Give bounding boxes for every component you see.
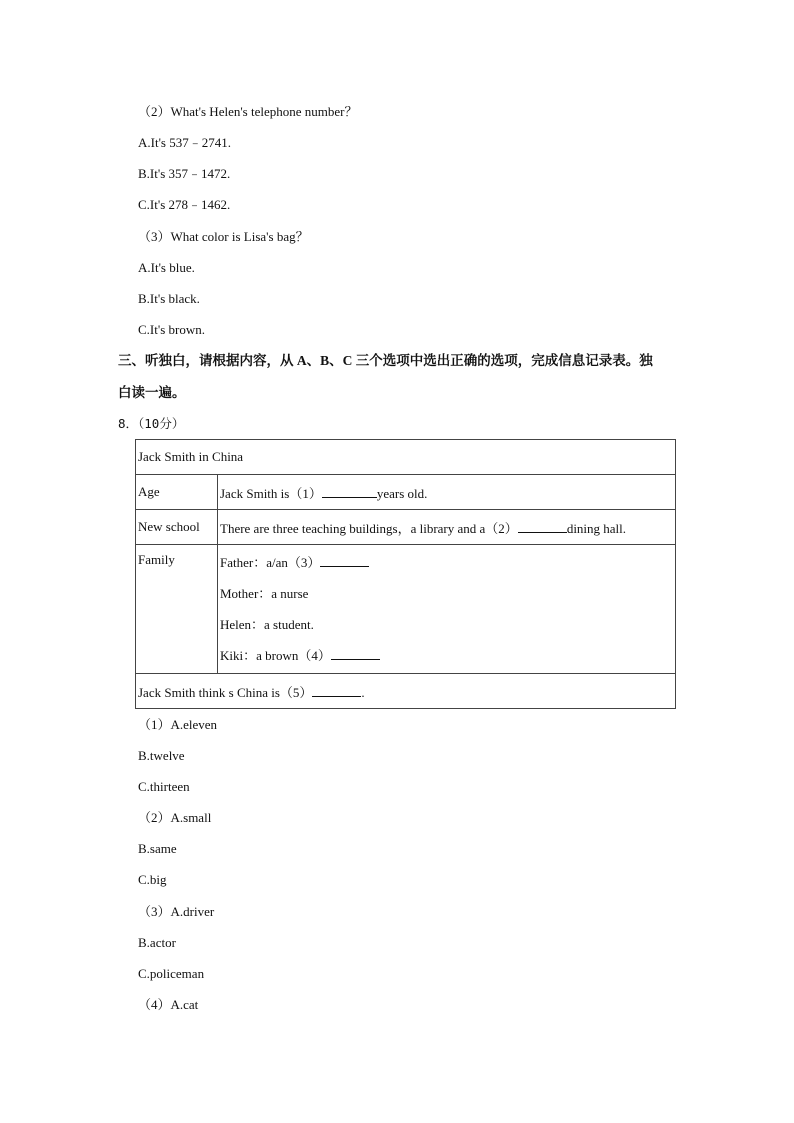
kiki-text: Kiki：a brown（4）	[220, 648, 331, 663]
family-mother: Mother：a nurse	[220, 586, 309, 601]
q8-part1-option-a: （1）A.eleven	[138, 717, 218, 732]
conclusion-cell	[136, 674, 676, 709]
q8-part2-option-b: B.same	[138, 841, 177, 856]
table-title: Jack Smith in China	[136, 440, 676, 475]
info-record-table	[135, 439, 676, 709]
table-row	[136, 440, 676, 475]
conclusion-text-end: .	[361, 684, 365, 700]
age-text-end: years old.	[376, 485, 428, 501]
q8-part3-option-a: （3）A.driver	[138, 904, 215, 919]
q8-part3-option-b: B.actor	[138, 935, 176, 950]
q7-part3-question: （3）What color is Lisa's bag？	[138, 229, 309, 244]
q8-part2-option-a: （2）A.small	[138, 810, 212, 825]
q8-part3-option-c: C.policeman	[138, 966, 205, 981]
family-father	[220, 547, 673, 578]
section3-instruction-line1: 三、听独白，请根据内容，从 A、B、C 三个选项中选出正确的选项，完成信息记录表。独	[118, 353, 653, 368]
school-label: New school	[136, 510, 218, 545]
school-text-end: dining hall.	[566, 520, 627, 536]
age-cell	[218, 475, 676, 510]
q7-part2-option-b: B.It's 357﹣1472.	[138, 166, 231, 181]
blank-2	[518, 519, 567, 533]
q8-number: 8．（10分）	[118, 416, 185, 431]
family-helen: Helen：a student.	[220, 617, 314, 632]
q7-part2-option-a: A.It's 537﹣2741.	[138, 135, 231, 150]
family-kiki	[220, 640, 673, 671]
family-label: Family	[136, 545, 218, 674]
q8-part1-option-b: B.twelve	[138, 748, 185, 763]
family-cell	[218, 545, 676, 674]
q8-part2-option-c: C.big	[138, 872, 167, 887]
blank-1	[322, 484, 377, 498]
q8-part4-option-a: （4）A.cat	[138, 997, 199, 1012]
q8-part1-option-c: C.thirteen	[138, 779, 190, 794]
q7-part3-option-b: B.It's black.	[138, 291, 200, 306]
school-text: There are three teaching buildings，a library and a（2）	[220, 520, 518, 536]
q7-part2-option-c: C.It's 278﹣1462.	[138, 197, 231, 212]
age-label: Age	[136, 475, 218, 510]
blank-3	[320, 553, 369, 567]
section3-instruction-line2: 白读一遍。	[118, 385, 186, 400]
q7-part3-option-a: A.It's blue.	[138, 260, 195, 275]
q7-part3-option-c: C.It's brown.	[138, 322, 205, 337]
table-row	[136, 510, 676, 545]
conclusion-text: Jack Smith think s China is（5）	[138, 684, 313, 700]
school-cell	[218, 510, 676, 545]
table-row	[136, 674, 676, 709]
table-row	[136, 475, 676, 510]
blank-4	[331, 646, 380, 660]
table-row	[136, 545, 676, 674]
father-text: Father：a/an（3）	[220, 555, 321, 570]
q7-part2-question: （2）What's Helen's telephone number？	[138, 104, 358, 119]
blank-5	[312, 683, 361, 697]
age-text: Jack Smith is（1）	[220, 485, 322, 501]
